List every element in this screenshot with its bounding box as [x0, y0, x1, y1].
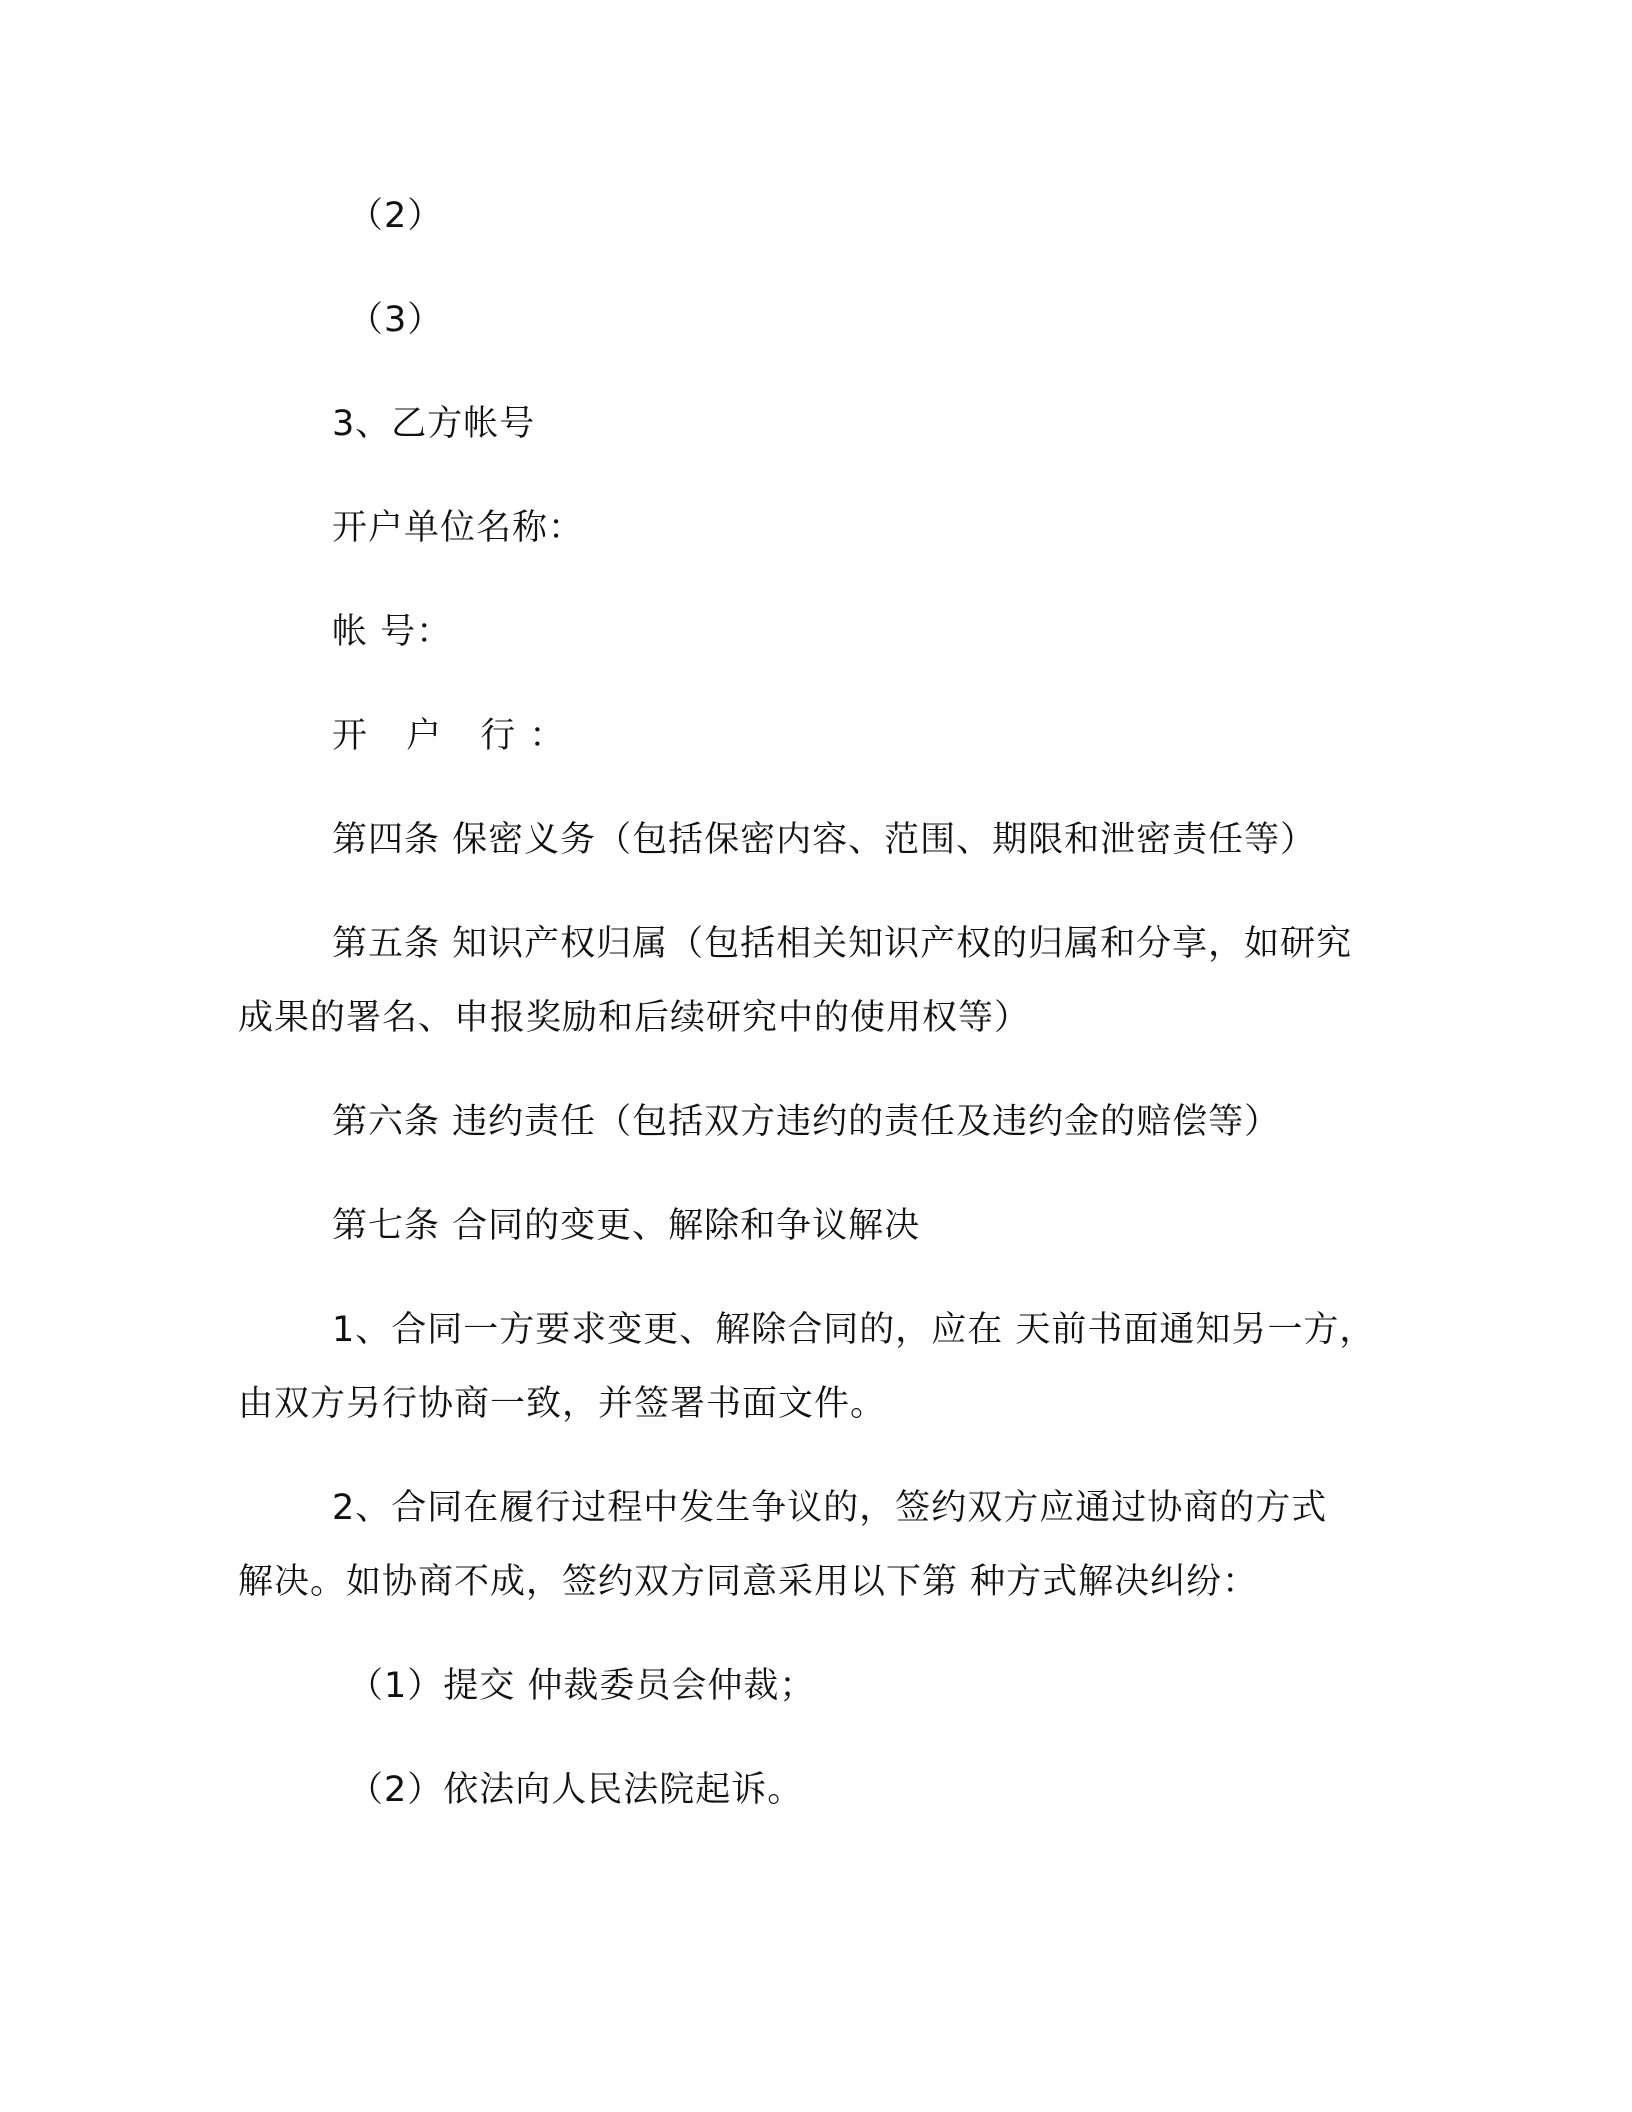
- option-2-litigation: （2）依法向人民法院起诉。: [348, 1770, 804, 1810]
- bank-label: 开 户 行：: [332, 716, 579, 756]
- item-3-blank: （3）: [348, 300, 444, 340]
- article-6-liability: 第六条 违约责任（包括双方违约的责任及违约金的赔偿等）: [332, 1102, 1281, 1142]
- option-1-arbitration: （1）提交 仲裁委员会仲裁；: [348, 1666, 816, 1706]
- article-5-ip-line-2: 成果的署名、申报奖励和后续研究中的使用权等）: [238, 998, 1031, 1038]
- clause-2-line-1: 2、合同在履行过程中发生争议的，签约双方应通过协商的方式: [332, 1488, 1328, 1528]
- article-7-heading: 第七条 合同的变更、解除和争议解决: [332, 1206, 921, 1246]
- account-holder-name-label: 开户单位名称：: [332, 508, 585, 548]
- clause-1-line-2: 由双方另行协商一致，并签署书面文件。: [238, 1384, 887, 1424]
- party-b-account-heading: 3、乙方帐号: [332, 404, 536, 444]
- item-2-blank: （2）: [348, 196, 444, 236]
- clause-1-line-1: 1、合同一方要求变更、解除合同的，应在 天前书面通知另一方，: [332, 1310, 1376, 1350]
- clause-2-line-2: 解决。如协商不成，签约双方同意采用以下第 种方式解决纠纷：: [238, 1562, 1259, 1602]
- article-4-confidentiality: 第四条 保密义务（包括保密内容、范围、期限和泄密责任等）: [332, 820, 1317, 860]
- article-5-ip-line-1: 第五条 知识产权归属（包括相关知识产权的归属和分享，如研究: [332, 924, 1353, 964]
- account-number-label: 帐 号：: [332, 612, 453, 652]
